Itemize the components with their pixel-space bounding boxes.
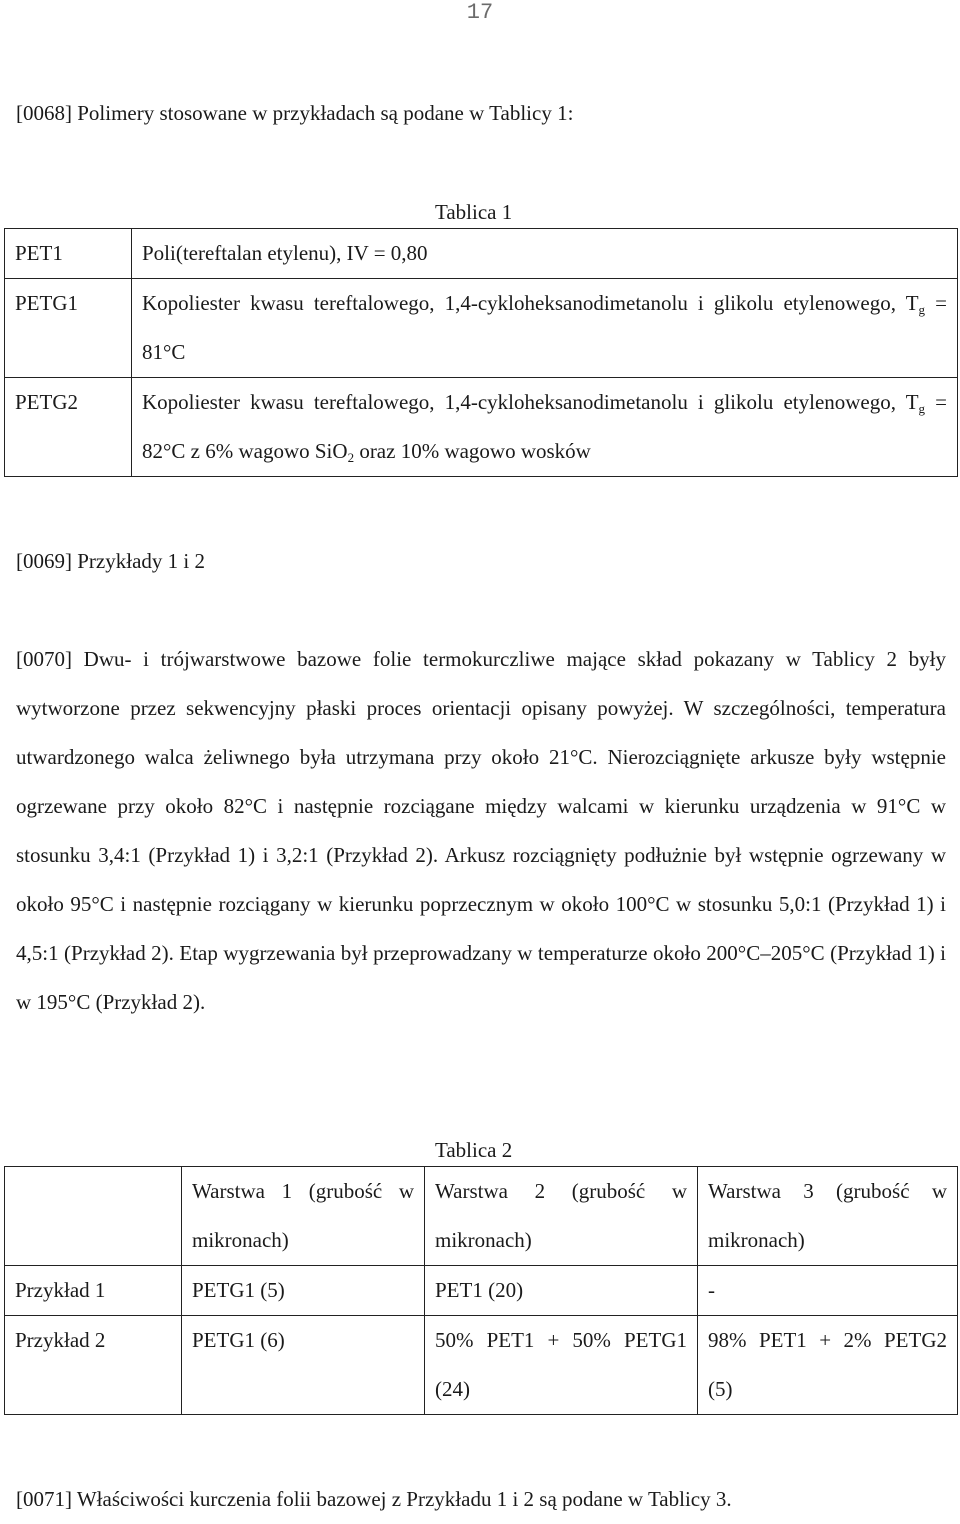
table-cell: PETG1 (5) [182, 1266, 425, 1316]
paragraph-0071: [0071] Właściwości kurczenia folii bazowej z Przykładu 1 i 2 są podane w Tablicy 3. [16, 1487, 732, 1511]
table-cell [132, 378, 958, 477]
table-cell: PETG1 [5, 279, 132, 378]
text-part: Kopoliester kwasu tereftalowego, 1,4-cykloheksanodimetanolu i glikolu etylenowego, T [142, 390, 919, 414]
table-cell: Przykład 1 [5, 1266, 182, 1316]
text-part: oraz 10% wagowo wosków [354, 439, 591, 463]
subscript: 2 [347, 450, 355, 465]
table-header-cell: Warstwa 1 (grubość w mikronach) [182, 1167, 425, 1266]
table-cell: PET1 [5, 229, 132, 279]
subscript: g [918, 302, 926, 317]
table-row [5, 1266, 958, 1316]
table1-caption: Tablica 1 [435, 200, 513, 224]
table-cell: 50% PET1 + 50% PETG1 (24) [425, 1316, 698, 1415]
table-header-cell [5, 1167, 182, 1266]
table-2 [4, 1166, 958, 1415]
paragraph-0070: [0070] Dwu- i trójwarstwowe bazowe folie termokurczliwe mające skład pokazany w Tablicy 2 były wytworzone przez sekwencyjny płaski proces orientacji opisany powyżej. W szczególności, temperatura utwardzonego walca żeliwnego była utrzymana przy około 21°C. Nierozciągnięte arkusze były wstępnie ogrzewane przy około 82°C i następnie rozciągane między walcami w kierunku urządzenia w 91°C w stosunku 3,4:1 (Przykład 1) i 3,2:1 (Przykład 2). Arkusz rozciągnięty podłużnie był wstępnie ogrzewany w około 95°C i następnie rozciągany w kierunku poprzecznym w około 100°C w stosunku 5,0:1 (Przykład 1) i 4,5:1 (Przykład 2). Etap wygrzewania był przeprowadzany w temperaturze około 200°C–205°C (Przykład 1) i w 195°C (Przykład 2). [16, 647, 946, 1014]
table-cell: PET1 (20) [425, 1266, 698, 1316]
table-cell: PETG2 [5, 378, 132, 477]
page-number: 17 [466, 0, 494, 25]
text-part: = 81°C [142, 291, 947, 364]
table-row [5, 229, 958, 279]
paragraph-0068: [0068] Polimery stosowane w przykładach są podane w Tablicy 1: [16, 101, 574, 125]
text-part: Kopoliester kwasu tereftalowego, 1,4-cykloheksanodimetanolu i glikolu etylenowego, T [142, 291, 919, 315]
table-cell: - [698, 1266, 958, 1316]
table-row [5, 378, 958, 477]
table-cell: PETG1 (6) [182, 1316, 425, 1415]
table-1 [4, 228, 958, 477]
table-cell [132, 279, 958, 378]
table-cell: Przykład 2 [5, 1316, 182, 1415]
subscript: g [918, 401, 926, 416]
table-cell: 98% PET1 + 2% PETG2 (5) [698, 1316, 958, 1415]
table-header-row [5, 1167, 958, 1266]
text-part: = 82°C z 6% wagowo SiO [142, 390, 947, 463]
table-header-cell: Warstwa 2 (grubość w mikronach) [425, 1167, 698, 1266]
table-row [5, 279, 958, 378]
table-cell: Poli(tereftalan etylenu), IV = 0,80 [132, 229, 958, 279]
table-row [5, 1316, 958, 1415]
table2-caption: Tablica 2 [435, 1138, 513, 1162]
paragraph-0069: [0069] Przykłady 1 i 2 [16, 549, 205, 573]
table-header-cell: Warstwa 3 (grubość w mikronach) [698, 1167, 958, 1266]
